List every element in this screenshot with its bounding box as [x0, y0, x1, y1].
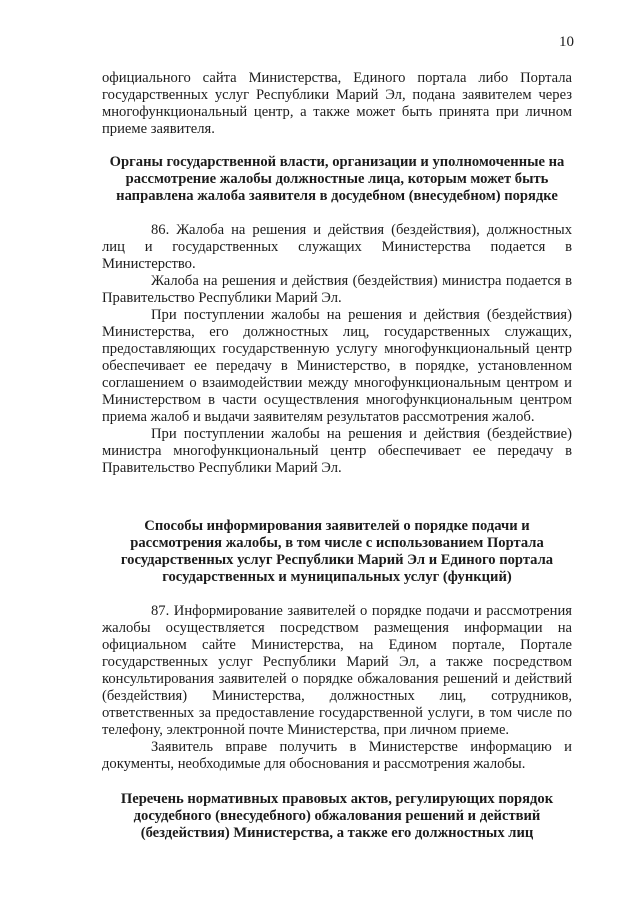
page-number: 10: [559, 34, 574, 50]
heading-normative-acts: Перечень нормативных правовых актов, регулирующих порядок досудебного (внесудебного) обжалования решений и действий (бездействия) Министерства, а также его должностных лиц: [120, 791, 554, 841]
paragraph-86-4: При поступлении жалобы на решения и действия (бездействие) министра многофункциональный центр обеспечивает ее передачу в Правительство Республики Марий Эл.: [102, 426, 572, 476]
heading-complaint-bodies: Органы государственной власти, организации и уполномоченные на рассмотрение жалобы должностные лица, которым может быть направлена жалоба заявителя в досудебном (внесудебном) порядке: [109, 154, 565, 204]
paragraph-87-2: Заявитель вправе получить в Министерстве информацию и документы, необходимые для обоснования и рассмотрения жалобы.: [102, 739, 572, 772]
heading-informing-methods: Способы информирования заявителей о порядке подачи и рассмотрения жалобы, в том числе с использованием Портала государственных услуг Республики Марий Эл и Единого портала государственных и муниципальных услуг (функций): [120, 518, 554, 585]
paragraph-87-1: 87. Информирование заявителей о порядке подачи и рассмотрения жалобы осуществляется посредством размещения информации на официальном сайте Министерства, на Едином портале, Портале государственных услуг Республики Марий Эл, а также посредством консультирования заявителей о порядке обжалования решений и действий (бездействия) Министерства, должностных лиц, сотрудников, ответственных за предоставление государственной услуги, в том числе по телефону, электронной почте Министерства, при личном приеме.: [102, 603, 572, 738]
section-86: [102, 222, 572, 477]
section-87: [102, 603, 572, 773]
paragraph-86-1: 86. Жалоба на решения и действия (бездействия), должностных лиц и государственных служащих Министерства подается в Министерство.: [102, 222, 572, 272]
paragraph-86-2: Жалоба на решения и действия (бездействия) министра подается в Правительство Республики Марий Эл.: [102, 273, 572, 306]
intro-paragraph: официального сайта Министерства, Единого портала либо Портала государственных услуг Республики Марий Эл, подана заявителем через многофункциональный центр, а также может быть принята при личном приеме заявителя.: [102, 70, 572, 137]
paragraph-86-3: При поступлении жалобы на решения и действия (бездействия) Министерства, его должностных лиц, государственных служащих, предоставляющих государственную услугу многофункциональный центр обеспечивает ее передачу в Министерство, в порядке, установленном соглашением о взаимодействии между многофункциональным центром и Министерством в части осуществления многофункциональным центром приема жалоб и выдачи заявителям результатов рассмотрения жалоб.: [102, 307, 572, 425]
